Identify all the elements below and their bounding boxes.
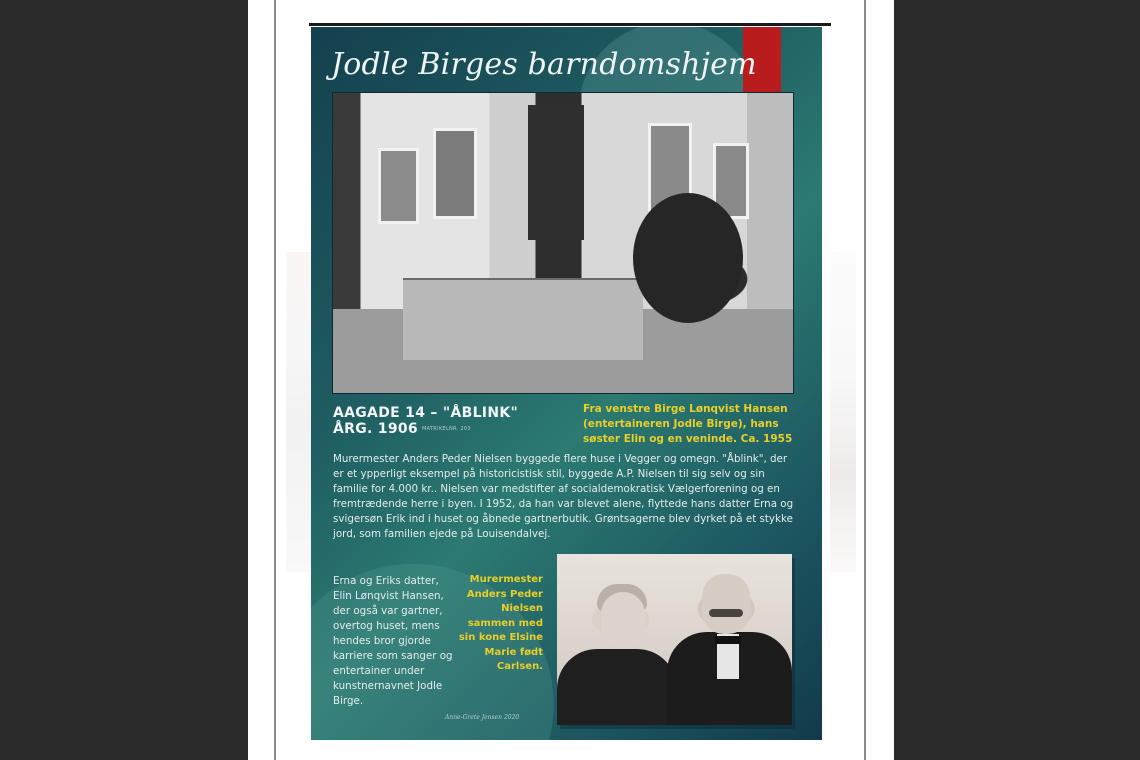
address-line: AAGADE 14 – "ÅBLINK" (333, 405, 519, 421)
house-window (433, 128, 477, 219)
portrait-man-bowtie (715, 636, 741, 644)
year-line (333, 421, 518, 437)
history-paragraph: Murermester Anders Peder Nielsen byggede flere huse i Vegger og omegn. "Åblink", der er et ypperligt eksempel på historicistisk stil, byggede A.P. Nielsen til sig selv og sin familie for 4.000 kr.. Nielsen var medstifter af socialdemokratisk Vælgerforening og en fremtrædende herre i byen. I 1952, da han var blevet alene, flyttede hans datter Erna og svigersøn Erik ind i huset og åbnede gartnerbutik. Grøntsagerne blev dyrket på et stykke jord, som familien ejede på Louisendalvej. (333, 453, 794, 540)
house-bush (633, 193, 743, 323)
poster-title: Jodle Birges barndomshjem (331, 47, 757, 82)
house-steps (403, 278, 643, 360)
house-door (528, 105, 584, 240)
year-text: ÅRG. 1906 (333, 421, 418, 437)
portrait-photo (557, 554, 792, 725)
house-window (378, 148, 419, 224)
house-photo-caption: Fra venstre Birge Lønqvist Hansen (entertaineren Jodle Birge), hans søster Elin og en veninde. Ca. 1955 (583, 403, 793, 445)
portrait-man-face (702, 574, 750, 634)
page-top-rule (309, 23, 831, 26)
faded-background-image-right (830, 252, 856, 572)
family-paragraph: Erna og Eriks datter, Elin Lønqvist Hansen, der også var gartner, overtog huset, mens hendes bror gjorde karriere som sanger og entertainer under kunstnernavnet Jodle Birge. (333, 575, 453, 707)
portrait-woman-figure (557, 649, 677, 725)
address-heading (333, 405, 518, 437)
portrait-caption: Murermester Anders Peder Nielsen sammen med sin kone Elsine Marie født Carlsen. (458, 574, 543, 672)
cadastral-note: MATRIKELNR. 203 (421, 426, 471, 432)
house-photo (333, 93, 793, 393)
author-signature: Anne-Grete Jensen 2020 (445, 714, 520, 721)
portrait-man-moustache (709, 609, 743, 617)
faded-background-image-left (286, 252, 312, 572)
poster (311, 27, 822, 740)
portrait-woman-face (601, 592, 645, 647)
